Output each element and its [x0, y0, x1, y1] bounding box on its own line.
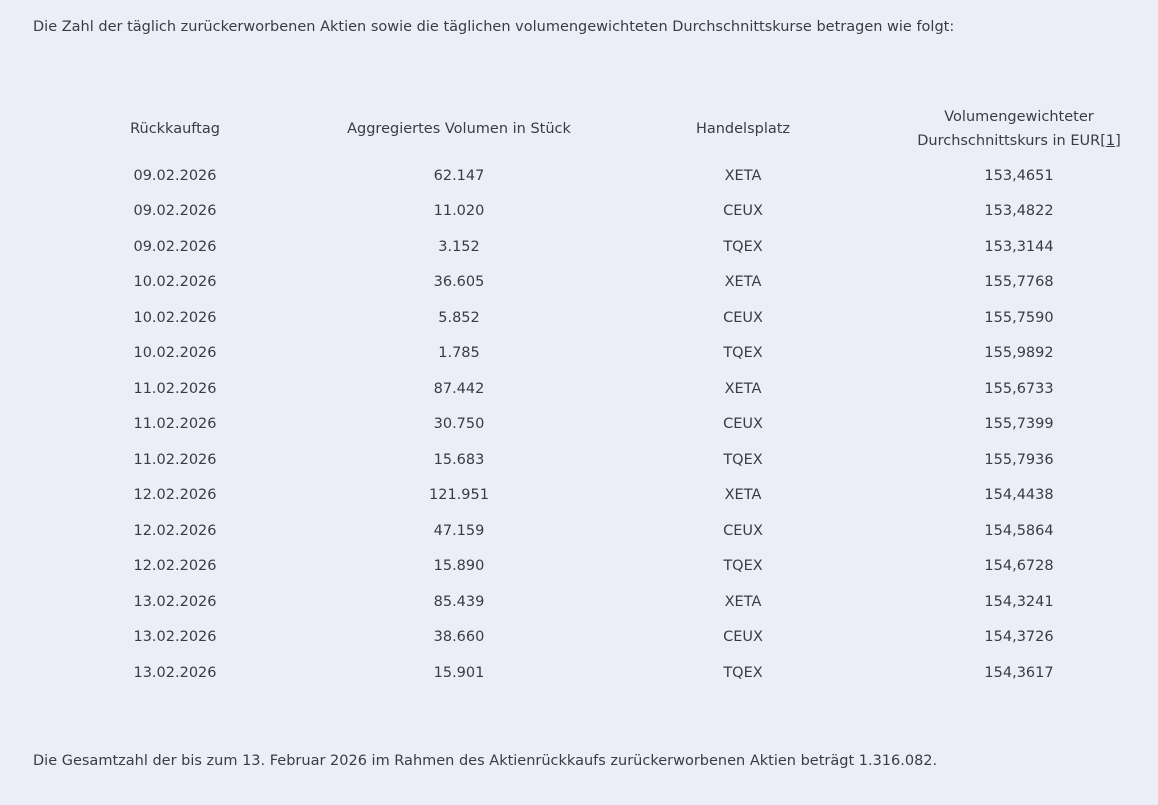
cell-volume: 1.785 — [438, 345, 480, 362]
cell-date: 09.02.2026 — [133, 203, 217, 220]
cell-price: 153,4822 — [984, 203, 1054, 220]
header-row — [33, 100, 1153, 158]
cell-venue: XETA — [724, 167, 762, 184]
cell-venue: TQEX — [723, 451, 763, 468]
cell-date: 09.02.2026 — [133, 238, 217, 255]
table-row — [33, 549, 1153, 585]
cell-venue: CEUX — [723, 203, 763, 220]
cell-date: 13.02.2026 — [133, 593, 217, 610]
table-row — [33, 620, 1153, 656]
cell-date: 11.02.2026 — [133, 451, 217, 468]
table-row — [33, 300, 1153, 336]
cell-venue: CEUX — [723, 522, 763, 539]
cell-date: 10.02.2026 — [133, 309, 217, 326]
cell-price: 154,5864 — [984, 522, 1054, 539]
footnote-bracket-open: [ — [1100, 133, 1106, 149]
cell-venue: CEUX — [723, 629, 763, 646]
header-price-line2-wrap — [885, 129, 1153, 153]
cell-venue: TQEX — [723, 558, 763, 575]
cell-date: 13.02.2026 — [133, 629, 217, 646]
cell-date: 10.02.2026 — [133, 345, 217, 362]
header-price-line1: Volumengewichteter — [944, 109, 1094, 125]
cell-price: 155,7768 — [984, 274, 1054, 291]
table-body — [33, 158, 1153, 691]
table-row — [33, 584, 1153, 620]
cell-volume: 15.683 — [433, 451, 485, 468]
table-row — [33, 655, 1153, 691]
cell-date: 10.02.2026 — [133, 274, 217, 291]
header-price-line2: Durchschnittskurs in EUR — [917, 133, 1101, 149]
cell-price: 154,4438 — [984, 487, 1054, 504]
cell-price: 155,7399 — [984, 416, 1054, 433]
cell-volume: 3.152 — [438, 238, 480, 255]
cell-volume: 121.951 — [429, 487, 489, 504]
header-price — [885, 100, 1153, 158]
cell-volume: 11.020 — [433, 203, 485, 220]
table-row — [33, 229, 1153, 265]
header-volume: Aggregiertes Volumen in Stück — [347, 121, 571, 137]
table-row — [33, 194, 1153, 230]
footnote-link[interactable]: 1 — [1105, 133, 1116, 149]
cell-date: 11.02.2026 — [133, 416, 217, 433]
cell-price: 155,7936 — [984, 451, 1054, 468]
cell-venue: TQEX — [723, 664, 763, 681]
cell-date: 09.02.2026 — [133, 167, 217, 184]
table-row — [33, 371, 1153, 407]
cell-price: 155,7590 — [984, 309, 1054, 326]
header-venue: Handelsplatz — [695, 121, 791, 137]
table-row — [33, 442, 1153, 478]
cell-venue: CEUX — [723, 309, 763, 326]
table-row — [33, 407, 1153, 443]
table-row — [33, 513, 1153, 549]
cell-date: 12.02.2026 — [133, 487, 217, 504]
table-row — [33, 158, 1153, 194]
cell-date: 11.02.2026 — [133, 380, 217, 397]
cell-volume: 87.442 — [433, 380, 485, 397]
total-paragraph: Die Gesamtzahl der bis zum 13. Februar 2026 im Rahmen des Aktienrückkaufs zurückerworbenen Aktien beträgt 1.316.082. — [33, 753, 938, 769]
cell-venue: XETA — [724, 487, 762, 504]
intro-paragraph: Die Zahl der täglich zurückerworbenen Aktien sowie die täglichen volumengewichteten Durchschnittskurse betragen wie folgt: — [33, 19, 955, 35]
cell-price: 154,3241 — [984, 593, 1054, 610]
cell-venue: XETA — [724, 380, 762, 397]
cell-volume: 15.901 — [433, 664, 485, 681]
cell-volume: 15.890 — [433, 558, 485, 575]
table-header — [33, 100, 1153, 158]
cell-volume: 62.147 — [433, 167, 485, 184]
cell-date: 12.02.2026 — [133, 558, 217, 575]
cell-price: 155,6733 — [984, 380, 1054, 397]
cell-venue: TQEX — [723, 345, 763, 362]
cell-price: 153,3144 — [984, 238, 1054, 255]
buyback-table — [33, 100, 1153, 691]
cell-price: 153,4651 — [984, 167, 1054, 184]
table-row — [33, 265, 1153, 301]
cell-venue: XETA — [724, 274, 762, 291]
cell-volume: 38.660 — [433, 629, 485, 646]
cell-venue: XETA — [724, 593, 762, 610]
table-row — [33, 478, 1153, 514]
cell-volume: 47.159 — [433, 522, 485, 539]
cell-volume: 85.439 — [433, 593, 485, 610]
cell-price: 154,3617 — [984, 664, 1054, 681]
cell-date: 12.02.2026 — [133, 522, 217, 539]
cell-volume: 5.852 — [438, 309, 480, 326]
footnote-bracket-close: ] — [1115, 133, 1121, 149]
header-date: Rückkauftag — [130, 121, 220, 137]
cell-date: 13.02.2026 — [133, 664, 217, 681]
cell-price: 154,6728 — [984, 558, 1054, 575]
cell-volume: 30.750 — [433, 416, 485, 433]
cell-venue: CEUX — [723, 416, 763, 433]
cell-price: 154,3726 — [984, 629, 1054, 646]
cell-venue: TQEX — [723, 238, 763, 255]
cell-price: 155,9892 — [984, 345, 1054, 362]
table-row — [33, 336, 1153, 372]
cell-volume: 36.605 — [433, 274, 485, 291]
